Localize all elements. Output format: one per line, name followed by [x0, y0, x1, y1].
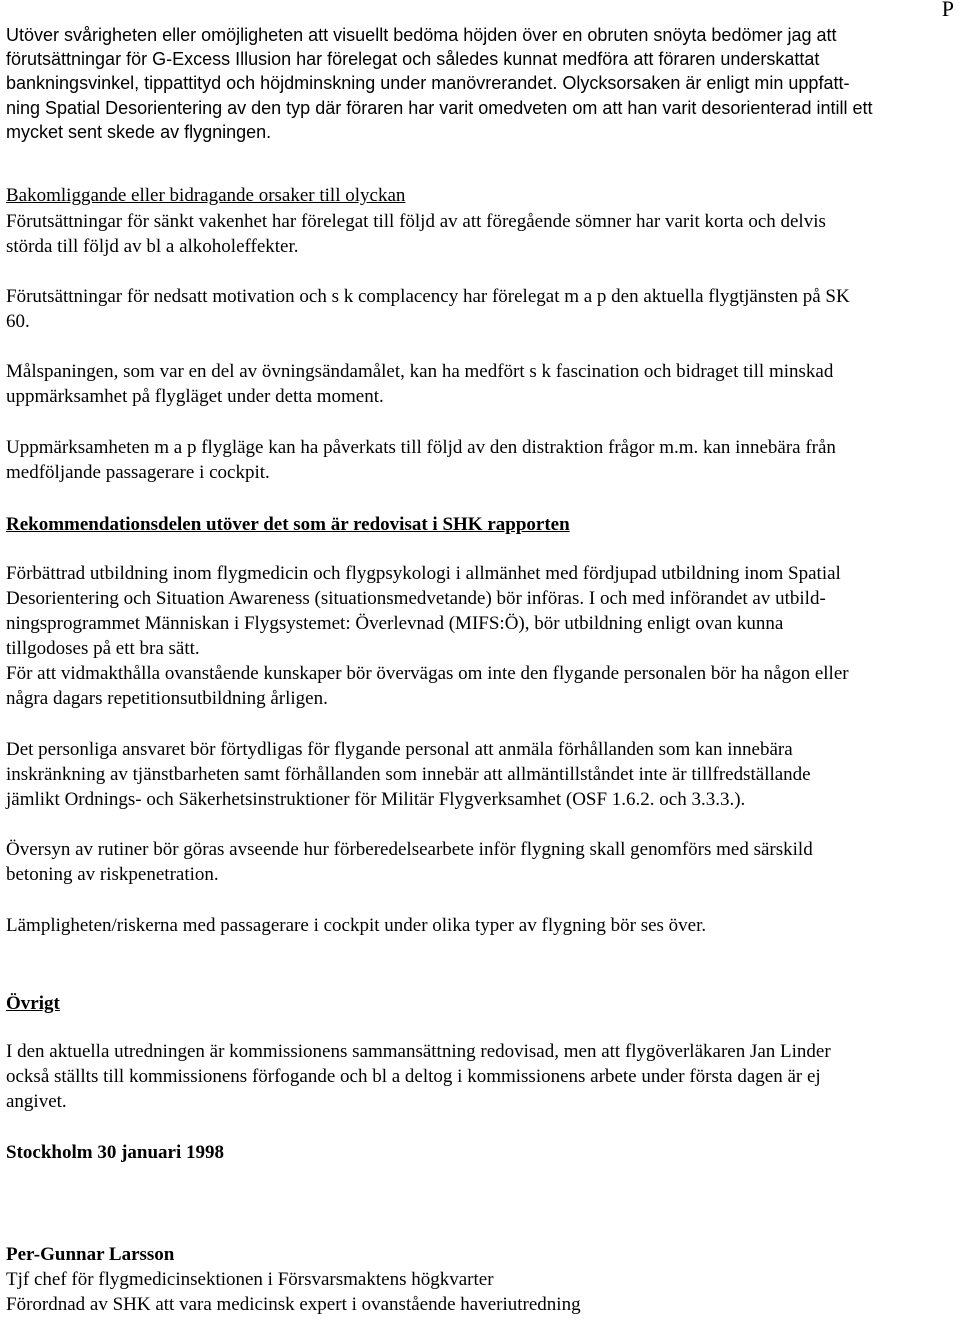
text-line: jämlikt Ordnings- och Säkerhetsinstruktioner för Militär Flygverksamhet (OSF 1.6.2. och 3.3.3.). [6, 789, 746, 810]
text-line: några dagars repetitionsutbildning årligen. [6, 688, 328, 709]
text-line: Tjf chef för flygmedicinsektionen i Försvarsmaktens högkvarter [6, 1269, 494, 1290]
text-line: Desorientering och Situation Awareness (situationsmedvetande) bör införas. I och med införandet av utbild- [6, 588, 826, 609]
text-line: Det personliga ansvaret bör förtydligas för flygande personal att anmäla förhållanden som kan innebära [6, 739, 793, 760]
text-line: Uppmärksamheten m a p flygläge kan ha påverkats till följd av den distraktion frågor m.m. kan innebära från [6, 437, 836, 458]
text-line: Stockholm 30 januari 1998 [6, 1142, 224, 1163]
text-line: Översyn av rutiner bör göras avseende hur förberedelsearbete inför flygning skall genomförs med särskild [6, 839, 813, 860]
text-line: förutsättningar för G-Excess Illusion har förelegat och således kunnat medföra att föraren underskattat [6, 49, 820, 69]
text-line: Lämpligheten/riskerna med passagerare i cockpit under olika typer av flygning bör ses över. [6, 915, 707, 936]
text-line: betoning av riskpenetration. [6, 864, 219, 885]
text-line: angivet. [6, 1091, 67, 1112]
page-marker: P [941, 0, 954, 21]
text-line: Rekommendationsdelen utöver det som är redovisat i SHK rapporten [6, 514, 570, 535]
text-line: Övrigt [6, 993, 60, 1014]
text-line: störda till följd av bl a alkoholeffekter. [6, 236, 299, 257]
text-line: Förutsättningar för nedsatt motivation och s k complacency har förelegat m a p den aktuella flygtjänsten på SK [6, 286, 850, 307]
text-line: också ställts till kommissionens förfogande och bl a deltog i kommissionens arbete under första dagen är ej [6, 1066, 821, 1087]
text-line: Förordnad av SHK att vara medicinsk expert i ovanstående haveriutredning [6, 1294, 581, 1315]
text-line: Utöver svårigheten eller omöjligheten att visuellt bedöma höjden över en obruten snöyta bedömer jag att [6, 25, 837, 45]
text-line: 60. [6, 311, 30, 332]
text-line: inskränkning av tjänstbarheten samt förhållanden som innebär att allmäntillståndet inte är tillfredställande [6, 764, 811, 785]
text-line: ning Spatial Desorientering av den typ där föraren har varit omedveten om att han varit desorienterad intill ett [6, 98, 873, 118]
text-line: Målspaningen, som var en del av övningsändamålet, kan ha medfört s k fascination och bidraget till minskad [6, 361, 834, 382]
text-line: Bakomliggande eller bidragande orsaker till olyckan [6, 185, 406, 206]
text-line: bankningsvinkel, tippattityd och höjdminskning under manövrerandet. Olycksorsaken är enligt min uppfatt- [6, 73, 850, 93]
text-line: Per-Gunnar Larsson [6, 1244, 175, 1265]
text-line: I den aktuella utredningen är kommissionens sammansättning redovisad, men att flygöverläkaren Jan Linder [6, 1041, 831, 1062]
text-line: tillgodoses på ett bra sätt. [6, 638, 200, 659]
text-line: mycket sent skede av flygningen. [6, 122, 272, 142]
text-line: ningsprogrammet Människan i Flygsystemet: Överlevnad (MIFS:Ö), bör utbildning enligt ovan kunna [6, 613, 784, 634]
text-line: För att vidmakthålla ovanstående kunskaper bör övervägas om inte den flygande personalen bör ha någon eller [6, 663, 849, 684]
text-line: medföljande passagerare i cockpit. [6, 462, 270, 483]
text-line: Förutsättningar för sänkt vakenhet har förelegat till följd av att föregående sömner har varit korta och delvis [6, 211, 826, 232]
text-line: Förbättrad utbildning inom flygmedicin och flygpsykologi i allmänhet med fördjupad utbildning inom Spatial [6, 563, 841, 584]
text-line: uppmärksamhet på flygläget under detta moment. [6, 386, 384, 407]
